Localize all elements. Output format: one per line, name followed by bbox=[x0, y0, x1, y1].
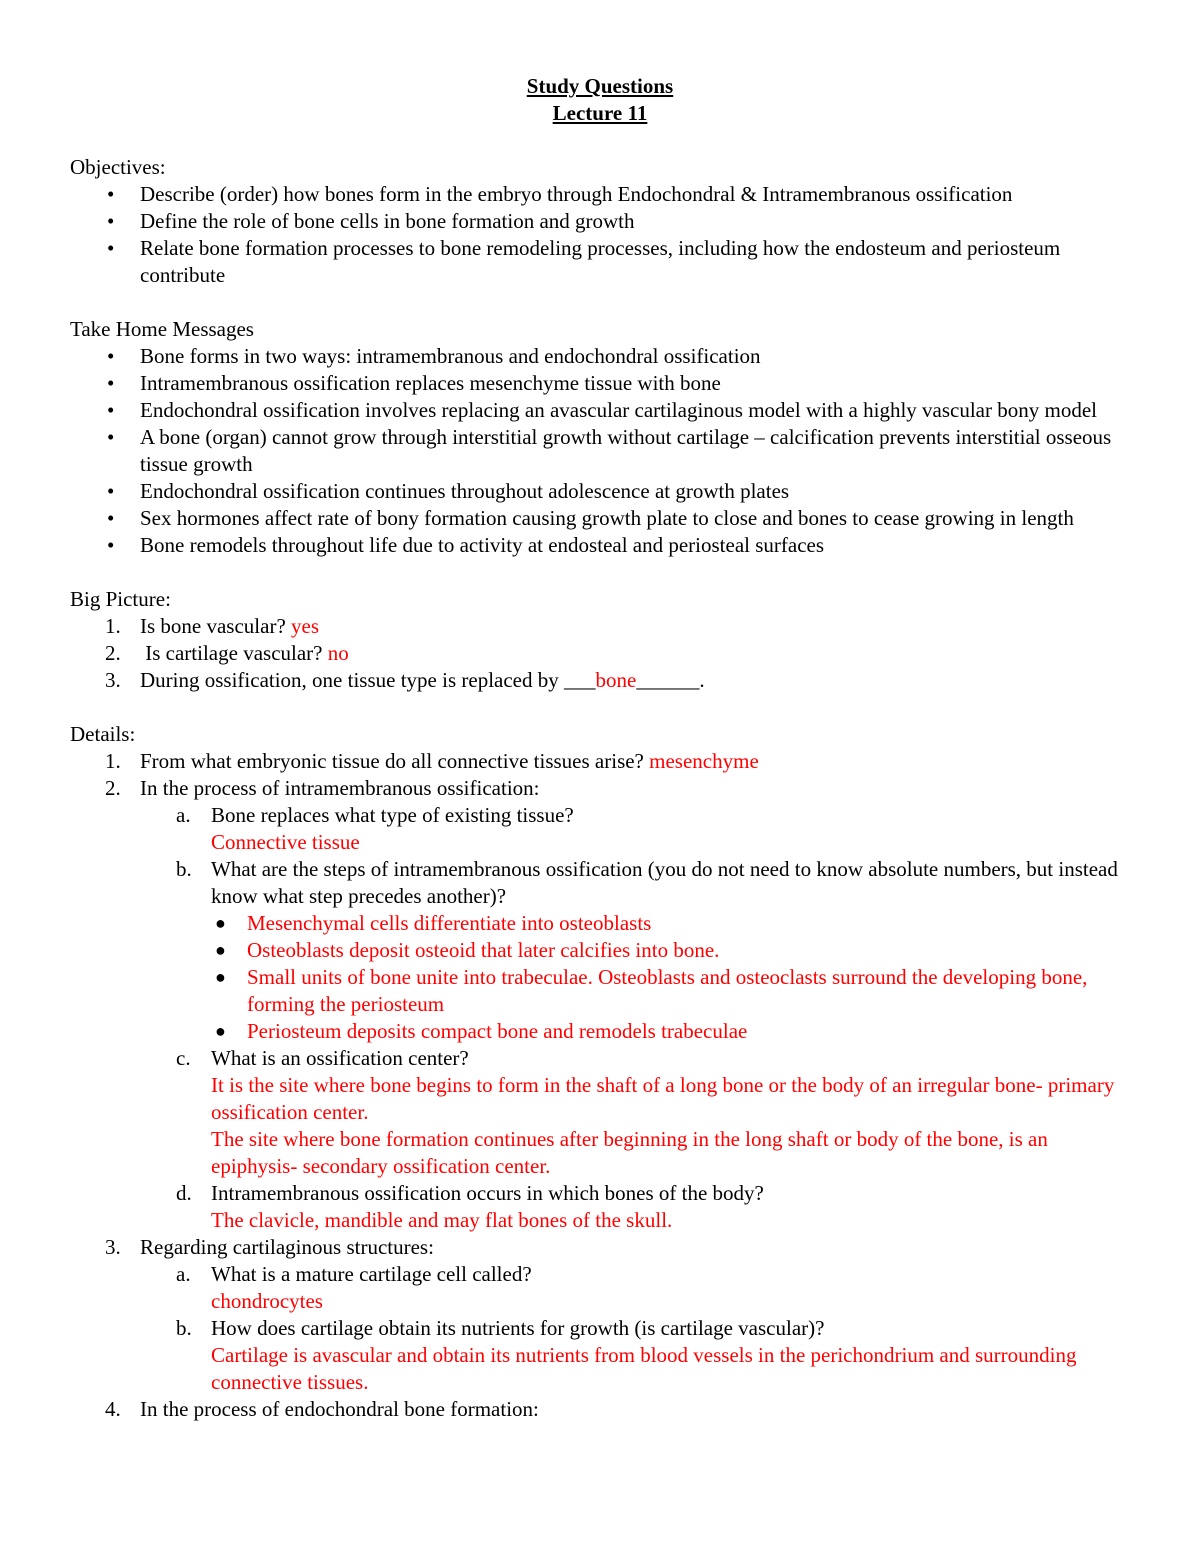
take-home-item: • A bone (organ) cannot grow through interstitial growth without cartilage – calcification prevents interstitial osseous tissue growth bbox=[107, 425, 1112, 476]
bullet-icon: • bbox=[107, 371, 115, 395]
title-block bbox=[70, 73, 1130, 127]
answer-text: Cartilage is avascular and obtain its nutrients from blood vessels in the perichondrium and surrounding connective tissues. bbox=[211, 1343, 1077, 1394]
answer-text: Connective tissue bbox=[211, 830, 360, 854]
sub-question-text: What is an ossification center? bbox=[211, 1046, 469, 1070]
details-question bbox=[70, 748, 1130, 775]
objective-item: • Describe (order) how bones form in the embryo through Endochondral & Intramembranous ossification bbox=[107, 182, 1013, 206]
answer-text: The site where bone formation continues after beginning in the long shaft or body of the bone, is an epiphysis- secondary ossification center. bbox=[211, 1127, 1048, 1178]
sub-question bbox=[70, 802, 1130, 856]
bullet-icon: ● bbox=[215, 913, 226, 933]
take-home-item: • Endochondral ossification continues throughout adolescence at growth plates bbox=[107, 479, 790, 503]
page-title: Study Questions bbox=[526, 74, 674, 98]
take-home-item: • Sex hormones affect rate of bony formation causing growth plate to close and bones to cease growing in length bbox=[107, 506, 1074, 530]
big-picture-question bbox=[70, 667, 1130, 694]
answer-text: It is the site where bone begins to form in the shaft of a long bone or the body of an irregular bone- primary ossification center. bbox=[211, 1073, 1115, 1124]
page-subtitle: Lecture 11 bbox=[552, 101, 648, 125]
big-picture-question bbox=[70, 613, 1130, 640]
big-picture-section bbox=[70, 586, 1130, 694]
details-section bbox=[70, 721, 1130, 1423]
bullet-icon: ● bbox=[215, 967, 226, 987]
blank-line: ______ bbox=[636, 668, 700, 692]
take-home-item: • Endochondral ossification involves replacing an avascular cartilaginous model with a highly vascular bony model bbox=[107, 398, 1097, 422]
bullet-icon: • bbox=[107, 506, 115, 530]
big-picture-question bbox=[70, 640, 1130, 667]
sentence-end: . bbox=[699, 668, 705, 692]
sub-question-text: What is a mature cartilage cell called? bbox=[211, 1262, 532, 1286]
sub-question-letter: d. bbox=[176, 1181, 192, 1205]
answer-bullet: ● Osteoblasts deposit osteoid that later calcifies into bone. bbox=[215, 938, 720, 962]
sub-question-letter: c. bbox=[176, 1046, 191, 1070]
question-number: 3. bbox=[105, 668, 121, 692]
question-text: Regarding cartilaginous structures: bbox=[140, 1235, 434, 1259]
big-picture-heading: Big Picture: bbox=[70, 587, 171, 611]
sub-question-letter: b. bbox=[176, 857, 192, 881]
question-number: 1. bbox=[105, 614, 121, 638]
sub-question bbox=[70, 1315, 1130, 1396]
objective-item: • Define the role of bone cells in bone formation and growth bbox=[107, 209, 635, 233]
sub-question bbox=[70, 1045, 1130, 1180]
sub-question-letter: a. bbox=[176, 1262, 191, 1286]
bullet-icon: • bbox=[107, 344, 115, 368]
sub-question-letter: b. bbox=[176, 1316, 192, 1340]
answer-text: mesenchyme bbox=[649, 749, 759, 773]
answer-text: The clavicle, mandible and may flat bones of the skull. bbox=[211, 1208, 673, 1232]
question-text: Is cartilage vascular? bbox=[140, 641, 323, 665]
sub-question bbox=[70, 1180, 1130, 1234]
question-text: During ossification, one tissue type is replaced by bbox=[140, 668, 564, 692]
sub-question-text: Intramembranous ossification occurs in which bones of the body? bbox=[211, 1181, 764, 1205]
sub-question bbox=[70, 1261, 1130, 1315]
bullet-icon: • bbox=[107, 182, 115, 206]
answer-bullet: ● Mesenchymal cells differentiate into osteoblasts bbox=[215, 911, 652, 935]
blank-line: ___ bbox=[564, 668, 596, 692]
bullet-icon: ● bbox=[215, 940, 226, 960]
sub-question-text: What are the steps of intramembranous ossification (you do not need to know absolute numbers, but instead know what step precedes another)? bbox=[211, 857, 1118, 908]
sub-question-text: How does cartilage obtain its nutrients for growth (is cartilage vascular)? bbox=[211, 1316, 825, 1340]
document-page bbox=[70, 73, 1130, 1423]
bullet-icon: ● bbox=[215, 1021, 226, 1041]
question-text: Is bone vascular? bbox=[140, 614, 286, 638]
bullet-icon: • bbox=[107, 236, 115, 260]
question-text: In the process of endochondral bone formation: bbox=[140, 1397, 539, 1421]
bullet-icon: • bbox=[107, 398, 115, 422]
bullet-icon: • bbox=[107, 425, 115, 449]
question-number: 4. bbox=[105, 1397, 121, 1421]
details-question bbox=[70, 1234, 1130, 1261]
sub-question-letter: a. bbox=[176, 803, 191, 827]
take-home-item: • Bone remodels throughout life due to activity at endosteal and periosteal surfaces bbox=[107, 533, 825, 557]
details-question bbox=[70, 1396, 1130, 1423]
answer-text: chondrocytes bbox=[211, 1289, 323, 1313]
objectives-section bbox=[70, 154, 1130, 289]
take-home-heading: Take Home Messages bbox=[70, 317, 254, 341]
answer-bullet: ● Periosteum deposits compact bone and remodels trabeculae bbox=[215, 1019, 748, 1043]
question-number: 2. bbox=[105, 776, 121, 800]
details-heading: Details: bbox=[70, 722, 136, 746]
objective-item: • Relate bone formation processes to bone remodeling processes, including how the endosteum and periosteum contribute bbox=[107, 236, 1061, 287]
sub-question bbox=[70, 856, 1130, 910]
question-number: 2. bbox=[105, 641, 121, 665]
answer-text: bone bbox=[595, 668, 637, 692]
objectives-heading: Objectives: bbox=[70, 155, 166, 179]
question-text: From what embryonic tissue do all connective tissues arise? bbox=[140, 749, 644, 773]
bullet-icon: • bbox=[107, 533, 115, 557]
take-home-section bbox=[70, 316, 1130, 559]
question-number: 1. bbox=[105, 749, 121, 773]
question-number: 3. bbox=[105, 1235, 121, 1259]
bullet-icon: • bbox=[107, 479, 115, 503]
question-text: In the process of intramembranous ossification: bbox=[140, 776, 540, 800]
bullet-icon: • bbox=[107, 209, 115, 233]
details-question bbox=[70, 775, 1130, 802]
take-home-item: • Intramembranous ossification replaces mesenchyme tissue with bone bbox=[107, 371, 721, 395]
take-home-item: • Bone forms in two ways: intramembranous and endochondral ossification bbox=[107, 344, 761, 368]
sub-question-text: Bone replaces what type of existing tissue? bbox=[211, 803, 574, 827]
answer-text: yes bbox=[291, 614, 320, 638]
answer-text: no bbox=[327, 641, 349, 665]
answer-bullet: ● Small units of bone unite into trabeculae. Osteoblasts and osteoclasts surround the developing bone, forming the periosteum bbox=[215, 965, 1088, 1016]
